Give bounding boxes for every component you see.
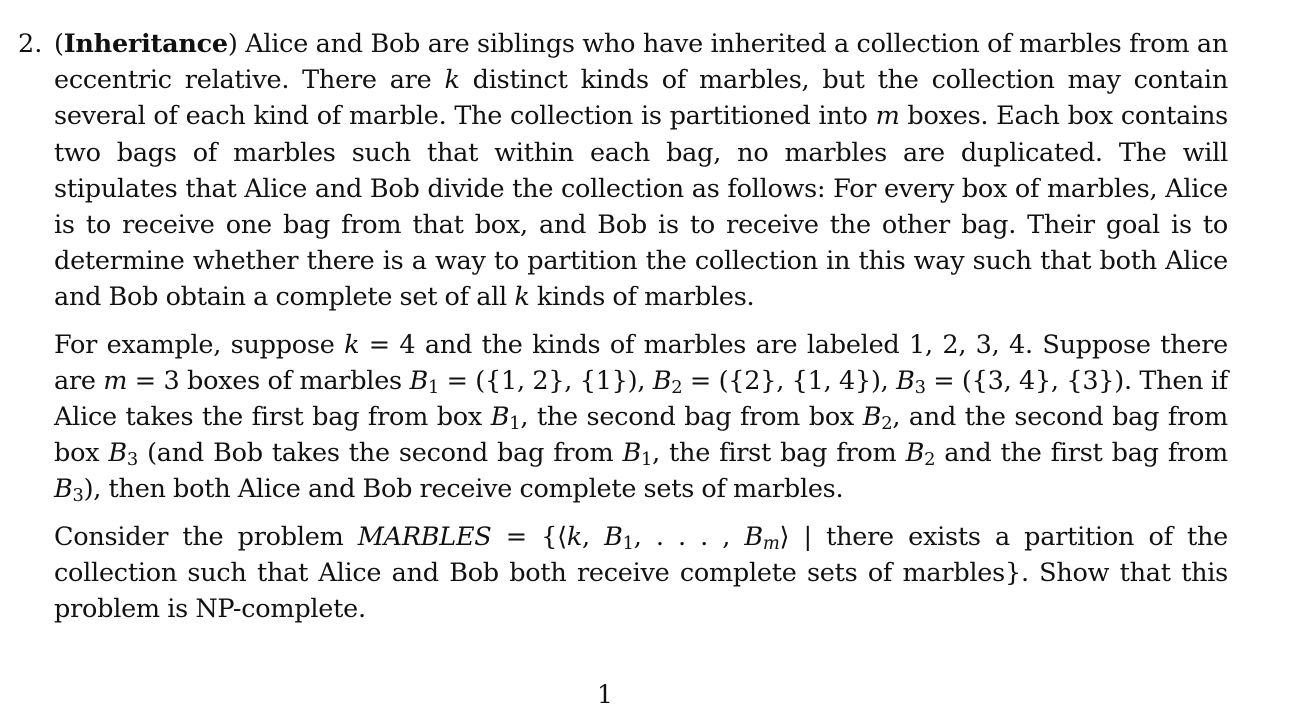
math-subscript: 2 — [881, 412, 893, 434]
text-run: ⟩ | there exists a partition of the collection such that Alice and Bob both receive complete sets of marbles}. Show that this problem is NP-complete. — [54, 521, 1229, 625]
math-subscript: 3 — [914, 376, 926, 398]
math-B: B — [744, 521, 763, 552]
text-run: = ({3, 4}, {3}). Then if Alice takes the first bag from box — [54, 365, 1228, 433]
text-run: , . . . , — [633, 521, 745, 552]
math-k: k — [566, 521, 583, 552]
text-run: and the first bag from — [935, 438, 1228, 469]
text-run: = {⟨ — [491, 521, 567, 552]
math-m: m — [103, 365, 128, 396]
problem-body — [54, 26, 1228, 627]
text-run: = 4 and the kinds of marbles are labeled 1, 2, 3, 4. Suppose there are — [54, 329, 1228, 396]
text-run: distinct kinds of marbles, but the collection may contain several of each kind of marble. The collection is partitioned into — [54, 65, 1228, 132]
math-B: B — [409, 365, 428, 396]
text-run: = ({2}, {1, 4}), — [682, 365, 897, 396]
text-run: , the second bag from box — [520, 402, 863, 433]
text-run: (and Bob takes the second bag from — [138, 438, 623, 469]
problem-statement-paragraph — [54, 519, 1228, 628]
title-open-paren: ( — [54, 29, 64, 59]
math-k: k — [344, 329, 360, 360]
math-subscript: m — [762, 532, 780, 554]
text-run: = ({1, 2}, {1}), — [439, 365, 653, 396]
math-B: B — [604, 521, 623, 552]
math-B: B — [108, 438, 127, 469]
math-subscript: 1 — [622, 532, 634, 554]
text-run: kinds of marbles. — [529, 282, 755, 313]
text-run: Consider the problem — [54, 521, 358, 552]
math-subscript: 3 — [126, 449, 139, 471]
text-run: , and the second bag from box — [54, 402, 1228, 469]
text-run: , the first bag from — [652, 438, 906, 469]
example-paragraph — [54, 327, 1228, 508]
math-subscript: 2 — [671, 376, 683, 398]
math-subscript: 2 — [924, 449, 936, 471]
math-B: B — [862, 402, 882, 433]
text-run: Alice and Bob are siblings who have inherited a collection of marbles from an eccentric relative. There are — [54, 29, 1228, 96]
math-subscript: 1 — [427, 376, 440, 398]
title-close-paren: ) — [227, 29, 238, 59]
math-k: k — [444, 65, 460, 96]
math-subscript: 1 — [509, 412, 521, 434]
text-run: For example, suppose — [54, 329, 345, 360]
problem-name: MARBLES — [357, 521, 492, 552]
text-run: , — [582, 521, 605, 552]
math-m: m — [875, 101, 900, 132]
math-B: B — [652, 365, 672, 396]
problem-2 — [18, 26, 1228, 638]
problem-number: 2. — [18, 29, 43, 59]
math-subscript: 3 — [72, 485, 84, 507]
intro-paragraph — [54, 26, 1228, 316]
math-B: B — [905, 438, 925, 469]
math-B: B — [54, 474, 73, 505]
problem-title: Inheritance — [63, 29, 228, 59]
text-run: boxes. Each box contains two bags of marbles such that within each bag, no marbles are duplicated. The will stipulates that Alice and Bob divide the collection as follows: For every box of marbles, Alice is to receive one bag from that box, and Bob is to receive the other bag. Their goal is to determine whether there is a way to partition the collection in this way such that both Alice and Bob obtain a complete set of all — [54, 101, 1228, 313]
math-B: B — [896, 365, 915, 396]
text-run: = 3 boxes of marbles — [127, 365, 410, 396]
text-run: ), then both Alice and Bob receive complete sets of marbles. — [83, 474, 844, 505]
math-k: k — [514, 282, 530, 313]
math-B: B — [622, 438, 641, 469]
page-number: 1 — [597, 680, 613, 709]
math-B: B — [490, 402, 510, 433]
math-subscript: 1 — [640, 449, 653, 471]
